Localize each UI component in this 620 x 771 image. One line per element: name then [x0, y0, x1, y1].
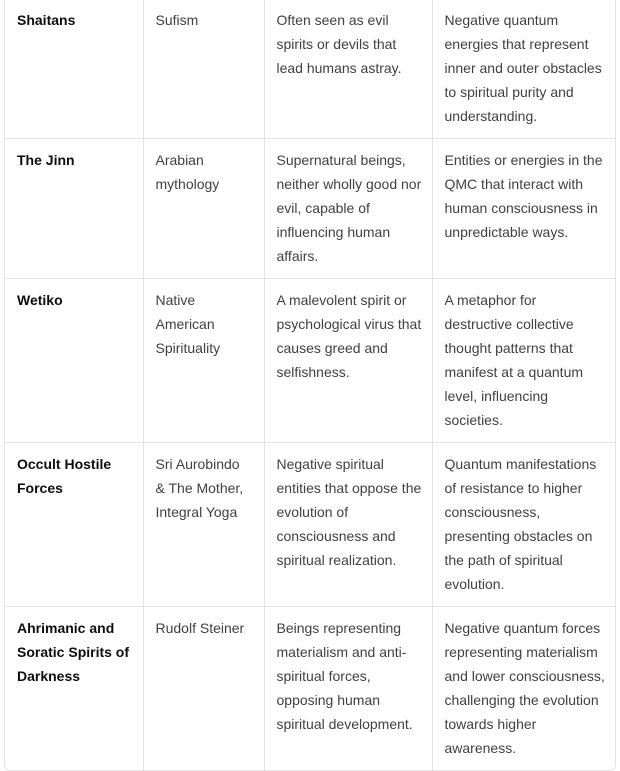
interpretation-cell: Quantum manifestations of resistance to higher consciousness, presenting obstacles on the path of spiritual evolution. — [432, 443, 615, 607]
description-cell: Negative spiritual entities that oppose the evolution of consciousness and spiritual realization. — [264, 443, 432, 607]
table-row — [5, 0, 615, 139]
description-cell: Beings representing materialism and anti-spiritual forces, opposing human spiritual development. — [264, 607, 432, 771]
table-row — [5, 139, 615, 279]
tradition-cell: Sufism — [143, 0, 264, 139]
tradition-cell: Sri Aurobindo & The Mother, Integral Yoga — [143, 443, 264, 607]
entity-name-cell: The Jinn — [5, 139, 143, 279]
table-row — [5, 607, 615, 771]
description-cell: A malevolent spirit or psychological virus that causes greed and selfishness. — [264, 279, 432, 443]
table-row — [5, 279, 615, 443]
table-row — [5, 443, 615, 607]
entities-table — [5, 0, 615, 770]
tradition-cell: Arabian mythology — [143, 139, 264, 279]
table-container — [4, 0, 616, 771]
interpretation-cell: Negative quantum energies that represent inner and outer obstacles to spiritual purity and understanding. — [432, 0, 615, 139]
interpretation-cell: Negative quantum forces representing materialism and lower consciousness, challenging the evolution towards higher awareness. — [444, 620, 605, 756]
tradition-cell: Native American Spirituality — [143, 279, 264, 443]
interpretation-cell: A metaphor for destructive collective thought patterns that manifest at a quantum level, influencing societies. — [432, 279, 615, 443]
entity-name-cell: Occult Hostile Forces — [5, 443, 143, 607]
description-cell: Often seen as evil spirits or devils that lead humans astray. — [264, 0, 432, 139]
tradition-cell: Rudolf Steiner — [143, 607, 264, 771]
entity-name-cell: Wetiko — [5, 279, 143, 443]
description-cell: Supernatural beings, neither wholly good nor evil, capable of influencing human affairs. — [264, 139, 432, 279]
interpretation-cell: Entities or energies in the QMC that interact with human consciousness in unpredictable ways. — [432, 139, 615, 279]
entity-name-cell: Ahrimanic and Soratic Spirits of Darkness — [5, 607, 143, 771]
entity-name-cell: Shaitans — [5, 0, 143, 139]
